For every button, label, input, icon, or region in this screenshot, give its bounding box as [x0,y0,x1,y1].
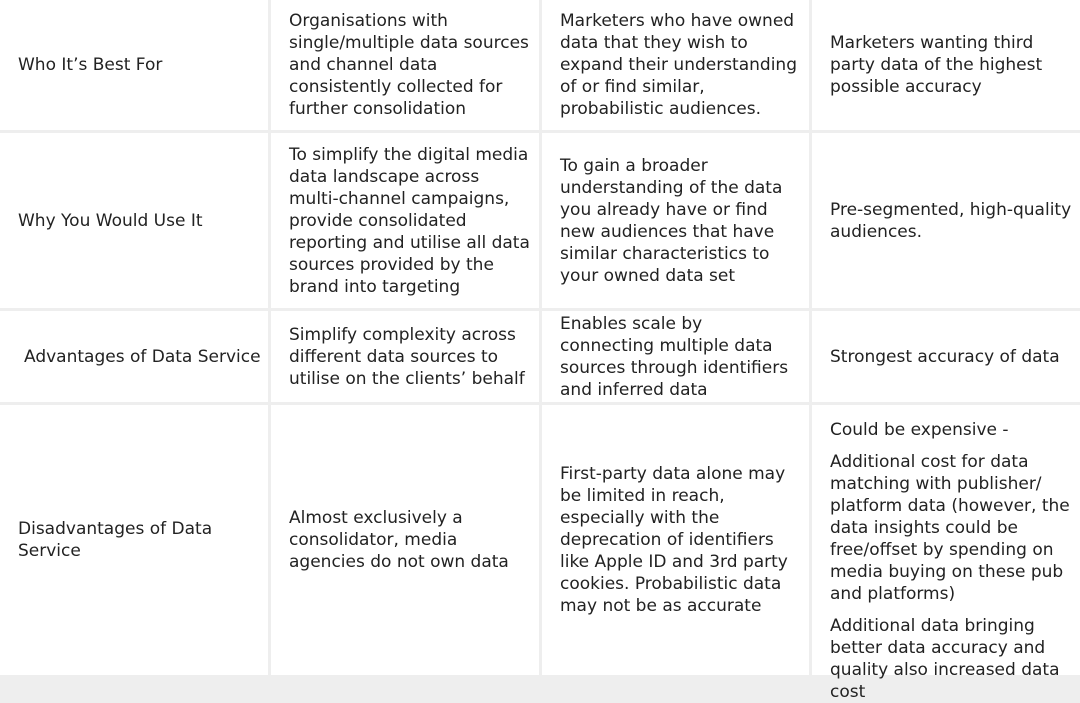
cell-why-use-third-party [812,133,1080,308]
cell-best-for-owned-data [542,0,809,130]
cell-advantages-third-party [812,311,1080,402]
cell-text: Enables scale by connecting multiple data sources through identifiers and inferred data [560,313,789,400]
row-label-disadvantages [0,405,268,675]
cell-advantages-consolidation [271,311,539,402]
row-label-text: Why You Would Use It [18,210,203,231]
row-label-text: Disadvantages of Data Service [18,519,213,561]
cell-best-for-third-party [812,0,1080,130]
cell-best-for-consolidation [271,0,539,130]
cell-text: To simplify the digital media data landscape across multi-channel campaigns, provide consolidated reporting and utilise all data sources provided by the brand into targeting [289,144,530,297]
row-label-text: Who It’s Best For [18,55,163,75]
cell-text: Simplify complexity across different data sources to utilise on the clients’ behalf [289,324,525,389]
cell-text-accuracy-cost: Additional data bringing better data accuracy and quality also increased data cost [830,616,1060,702]
cell-text: Almost exclusively a consolidator, media agencies do not own data [289,508,509,572]
cell-text-matching-cost: Additional cost for data matching with publisher/ platform data (however, the data insights could be free/offset by spending on media buying on these pub and platforms) [830,452,1070,604]
cell-disadvantages-consolidation [271,405,539,675]
row-label-best-for [0,0,268,130]
cell-text: To gain a broader understanding of the data you already have or find new audiences that have similar characteristics to your owned data set [560,155,783,286]
cell-disadvantages-third-party [812,405,1080,702]
cell-why-use-consolidation [271,133,539,308]
cell-text-cost: Could be expensive - [830,420,1009,440]
cell-advantages-owned-data [542,311,809,402]
cell-text: Organisations with single/multiple data sources and channel data consistently collected for further consolidation [289,11,529,119]
row-label-why-use [0,133,268,308]
cell-text: Strongest accuracy of data [830,346,1060,367]
cell-text: Marketers who have owned data that they wish to expand their understanding of or find similar, probabilistic audiences. [560,11,797,119]
row-label-text: Advantages of Data Service [24,346,261,367]
cell-text: Marketers wanting third party data of the highest possible accuracy [830,33,1043,97]
cell-text: First-party data alone may be limited in reach, especially with the deprecation of identifiers like Apple ID and 3rd party cookies. Probabilistic data may not be as accurate [560,464,788,616]
row-label-advantages [0,311,268,402]
cell-why-use-owned-data [542,133,809,308]
cell-text: Pre-segmented, high-quality audiences. [830,199,1072,242]
cell-disadvantages-owned-data [542,405,809,675]
